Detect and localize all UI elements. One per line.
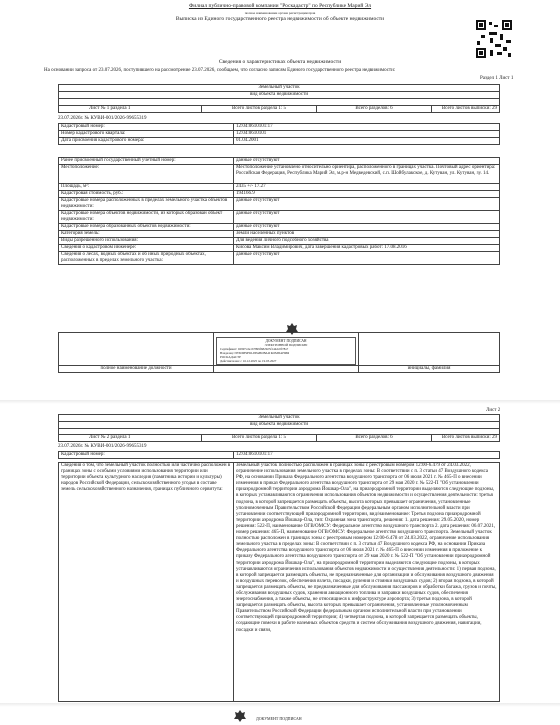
page2-sheet-label: Лист 2 xyxy=(486,408,501,413)
row-label: Площадь, м²: xyxy=(59,184,234,191)
table-row xyxy=(59,231,500,238)
row-label: Кадастровые номера объектов недвижимости, из которых образован объект недвижимости: xyxy=(59,211,234,224)
agency-name: Филиал публично-правовой компании "Роскадастр" по Республике Марий Эл xyxy=(188,3,372,9)
row-value: данные отсутствуют xyxy=(234,198,500,211)
row-label: Ранее присвоенный государственный учетный номер: xyxy=(59,158,234,165)
row-value: данные отсутствуют xyxy=(234,224,500,231)
doc-number: 23.07.2026г. № КУВИ-001/2026-99655319 xyxy=(58,116,147,121)
signature-table xyxy=(58,332,500,373)
row-value: 194166.9 xyxy=(234,191,500,198)
zone-label: Сведения о том, что земельный участок полностью или частично расположен в границах зоны с особыми условиями использования территории или территории объекта культурного наследия (памятника истории и культуры) народов Российской Федерации, сельскохозяйственного угодья в составе земель сельскохозяйственного назначения, границах публичного сервитута: xyxy=(59,463,234,702)
extract-title: Выписка из Единого государственного реестра недвижимости об объекте недвижимости xyxy=(175,16,385,22)
row-label: Дата присвоения кадастрового номера: xyxy=(59,138,234,145)
table-row xyxy=(59,191,500,198)
eagle-emblem-icon xyxy=(232,708,248,724)
row-value: Для ведения личного подсобного хозяйства xyxy=(234,238,500,245)
doc-number: 23.07.2026г. № КУВИ-001/2026-99655319 xyxy=(58,444,147,449)
row-value: Местоположение установлено относительно ориентира, расположенного в границах участка. Почтовый адрес ориентира: Российская Федерация, Республика Марий Эл, м.р-н Медведевский, с.п. Шойбулакское, д. Кутуван, ул. Кутуван, зу. 14. xyxy=(234,165,500,184)
row-value: 01.04.2001 xyxy=(234,138,500,145)
row-label: Кадастровый номер: xyxy=(59,124,234,131)
zone-table xyxy=(58,462,500,702)
page1-subtitle: Сведения о характеристиках объекта недвижимости xyxy=(218,59,342,65)
row-value: 12:04:0610101:17 xyxy=(234,452,500,459)
row-label: Сведения о лесах, водных объектах и об иных природных объектах, расположенных в пределах земельного участка: xyxy=(59,252,234,265)
sheets-total: Всего листов раздела 1: 5 xyxy=(202,106,317,113)
table-row xyxy=(59,158,500,165)
sections-total: Всего разделов: 6 xyxy=(317,435,432,442)
page2-cad-table xyxy=(58,451,500,459)
table-row xyxy=(59,165,500,184)
stamp-owner2: РОСКАДАСТР xyxy=(220,355,241,359)
object-kind: вид объекта недвижимости xyxy=(59,422,500,429)
row-value: Земли населенных пунктов xyxy=(234,231,500,238)
row-label: Сведения о кадастровом инженере: xyxy=(59,245,234,252)
sheets-total: Всего листов раздела 1: 5 xyxy=(202,435,317,442)
row-label: Кадастровый номер: xyxy=(59,452,234,459)
row-value: данные отсутствуют xyxy=(234,211,500,224)
table-row xyxy=(59,211,500,224)
sections-total: Всего разделов: 6 xyxy=(317,106,432,113)
table-row xyxy=(59,252,500,265)
row-label: Виды разрешенного использования: xyxy=(59,238,234,245)
stamp-subtitle: ЭЛЕКТРОННОЙ ПОДПИСЬЮ xyxy=(264,343,308,347)
cadastral-basic-table xyxy=(58,123,500,145)
stamp-cert: Сертификат: 02997cde1b7899f682925f144dc0f78a7 xyxy=(220,347,289,351)
eagle-emblem-icon xyxy=(284,321,300,337)
cadastral-details-table xyxy=(58,157,500,265)
table-row xyxy=(59,131,500,138)
stamp-title: ДОКУМЕНТ ПОДПИСАН xyxy=(265,339,307,343)
sheet-number: Лист № 1 раздела 1 xyxy=(59,106,202,113)
row-label: Номер кадастрового квартала: xyxy=(59,131,234,138)
stamp-valid: Действителен: с 16.12.2025 по 19.03.2027 xyxy=(220,359,277,363)
agency-subcaption: полное наименование органа регистрации прав xyxy=(244,11,316,15)
page1-header-table xyxy=(58,84,500,113)
object-kind: вид объекта недвижимости xyxy=(59,92,500,99)
qr-code-icon xyxy=(476,20,512,58)
row-label: Местоположение: xyxy=(59,165,234,184)
zone-text: Земельный участок полностью расположен в границах зоны с реестровым номером 12:00-6.479 от 24.03.2022, ограничение использования земельного участка в пределах зоны: В соответствии с п. 3 статьи 47 Воздушного кодекса РФ, на основании Приказа Федерального агентства воздушного транспорта от 06 июля 2021 г. № 465-П о внесении изменения в приказ Федерального агентства воздушного транспорта от 29 мая 2020 г. № 522-П "Об установлении приаэродромной территории аэродрома Йошкар-Ола", на приаэродромной территории выделяются следующие подзоны, в которых устанавливаются ограничения использования объектов недвижимости и осуществления деятельности: третья подзона, в которой запрещается размещать объекты, высота которых превышает ограничения, установленные уполномоченным Правительством Российской Федерации федеральным органом исполнительной власти при установлении соответствующей приаэродромной территории, вид/наименование: Третья подзона приаэродромной территории аэродрома Йошкар-Ола, тип: Охранная зона транспорта, решения: 1. дата решения: 29.05.2020, номер решения: 522-П, наименование ОГВ/ОМСУ: Федеральное агентство воздушного транспорта 2. дата решения: 06.07.2021, номер решения: 465-П, наименование ОГВ/ОМСУ: Федеральное агентство воздушного транспорта. Земельный участок полностью расположен в границах зоны с реестровым номером 12:00-6.478 от 24.03.2022, ограничение использования земельного участка в пределах зоны: В соответствии с п. 3 статьи 47 Воздушного кодекса РФ, на основании Приказа Федерального агентства воздушного транспорта от 06 июля 2021 г. № 465-П о внесении изменения в приложение к приказу Федерального агентства воздушного транспорта от 29 мая 2020 г. № 522-П "Об установлении приаэродромной территории аэродрома Йошкар-Ола", на приаэродромной территории выделяются следующие подзоны, в которых устанавливаются ограничения использования объектов недвижимости и осуществления деятельности: 1) первая подзона, в которой запрещается размещать объекты, не предназначенные для организации и обслуживания воздушного движения и воздушных перевозок, обеспечения взлета, посадки, руления и стоянки воздушных судов; 2) вторая подзона, в которой запрещается размещать объекты, не предназначенные для обслуживания пассажиров и обработки багажа, грузов и почты, обслуживания воздушных судов, хранения авиационного топлива и заправки воздушных судов, обеспечения энергоснабжения, а также объекты, не относящиеся к инфраструктуре аэропорта; 3) третья подзона, в которой запрещается размещать объекты, высота которых превышает ограничения, установленные уполномоченным Правительством Российской Федерации федеральным органом исполнительной власти при установлении соответствующей приаэродромной территории; 4) четвертая подзона, в которой запрещается размещать объекты, создающие помехи в работе наземных объектов средств и систем обслуживания воздушного движения, навигации, посадки и связи, xyxy=(234,463,500,702)
row-label: Кадастровая стоимость, руб.: xyxy=(59,191,234,198)
row-value: Кисова Максим Владимирович, дата завершения кадастровых работ: 17.08.2016 xyxy=(234,245,500,252)
name-caption: инициалы, фамилия xyxy=(359,366,500,373)
section-label: Раздел 1 Лист 1 xyxy=(480,76,514,81)
row-value: данные отсутствуют xyxy=(234,158,500,165)
page2-header-table xyxy=(58,414,500,442)
sheet-number: Лист № 2 раздела 1 xyxy=(59,435,202,442)
table-row xyxy=(59,238,500,245)
object-type: Земельный участок xyxy=(59,415,500,422)
all-sheets-total: Всего листов выписки: 29 xyxy=(432,435,500,442)
object-type: Земельный участок xyxy=(59,85,500,92)
row-value: 12:04:0610101:17 xyxy=(234,124,500,131)
table-row xyxy=(59,124,500,131)
row-label: Категория земель: xyxy=(59,231,234,238)
row-label: Кадастровые номера расположенных в пределах земельного участка объектов недвижимости: xyxy=(59,198,234,211)
table-row xyxy=(59,138,500,145)
position-caption: полное наименование должности xyxy=(59,366,214,373)
table-row xyxy=(59,245,500,252)
all-sheets-total: Всего листов выписки: 29 xyxy=(432,106,500,113)
table-row xyxy=(59,198,500,211)
table-row xyxy=(59,184,500,191)
request-intro: На основании запроса от 23.07.2026, поступившего на рассмотрение 23.07.2026, сообщаем, что согласно записям Единого государственного реестра недвижимости: xyxy=(44,68,396,73)
row-value: 12:04:0610101 xyxy=(234,131,500,138)
row-value: 2435 +/- 17.27 xyxy=(234,184,500,191)
row-label: Кадастровые номера образованных объектов недвижимости: xyxy=(59,224,234,231)
stamp-owner: Владелец: ПУБЛИЧНО-ПРАВОВАЯ КОМПАНИЯ xyxy=(220,351,290,355)
table-row xyxy=(59,224,500,231)
stamp-title: ДОКУМЕНТ ПОДПИСАН xyxy=(256,716,302,721)
row-value: данные отсутствуют xyxy=(234,252,500,265)
e-signature-stamp xyxy=(214,333,359,366)
